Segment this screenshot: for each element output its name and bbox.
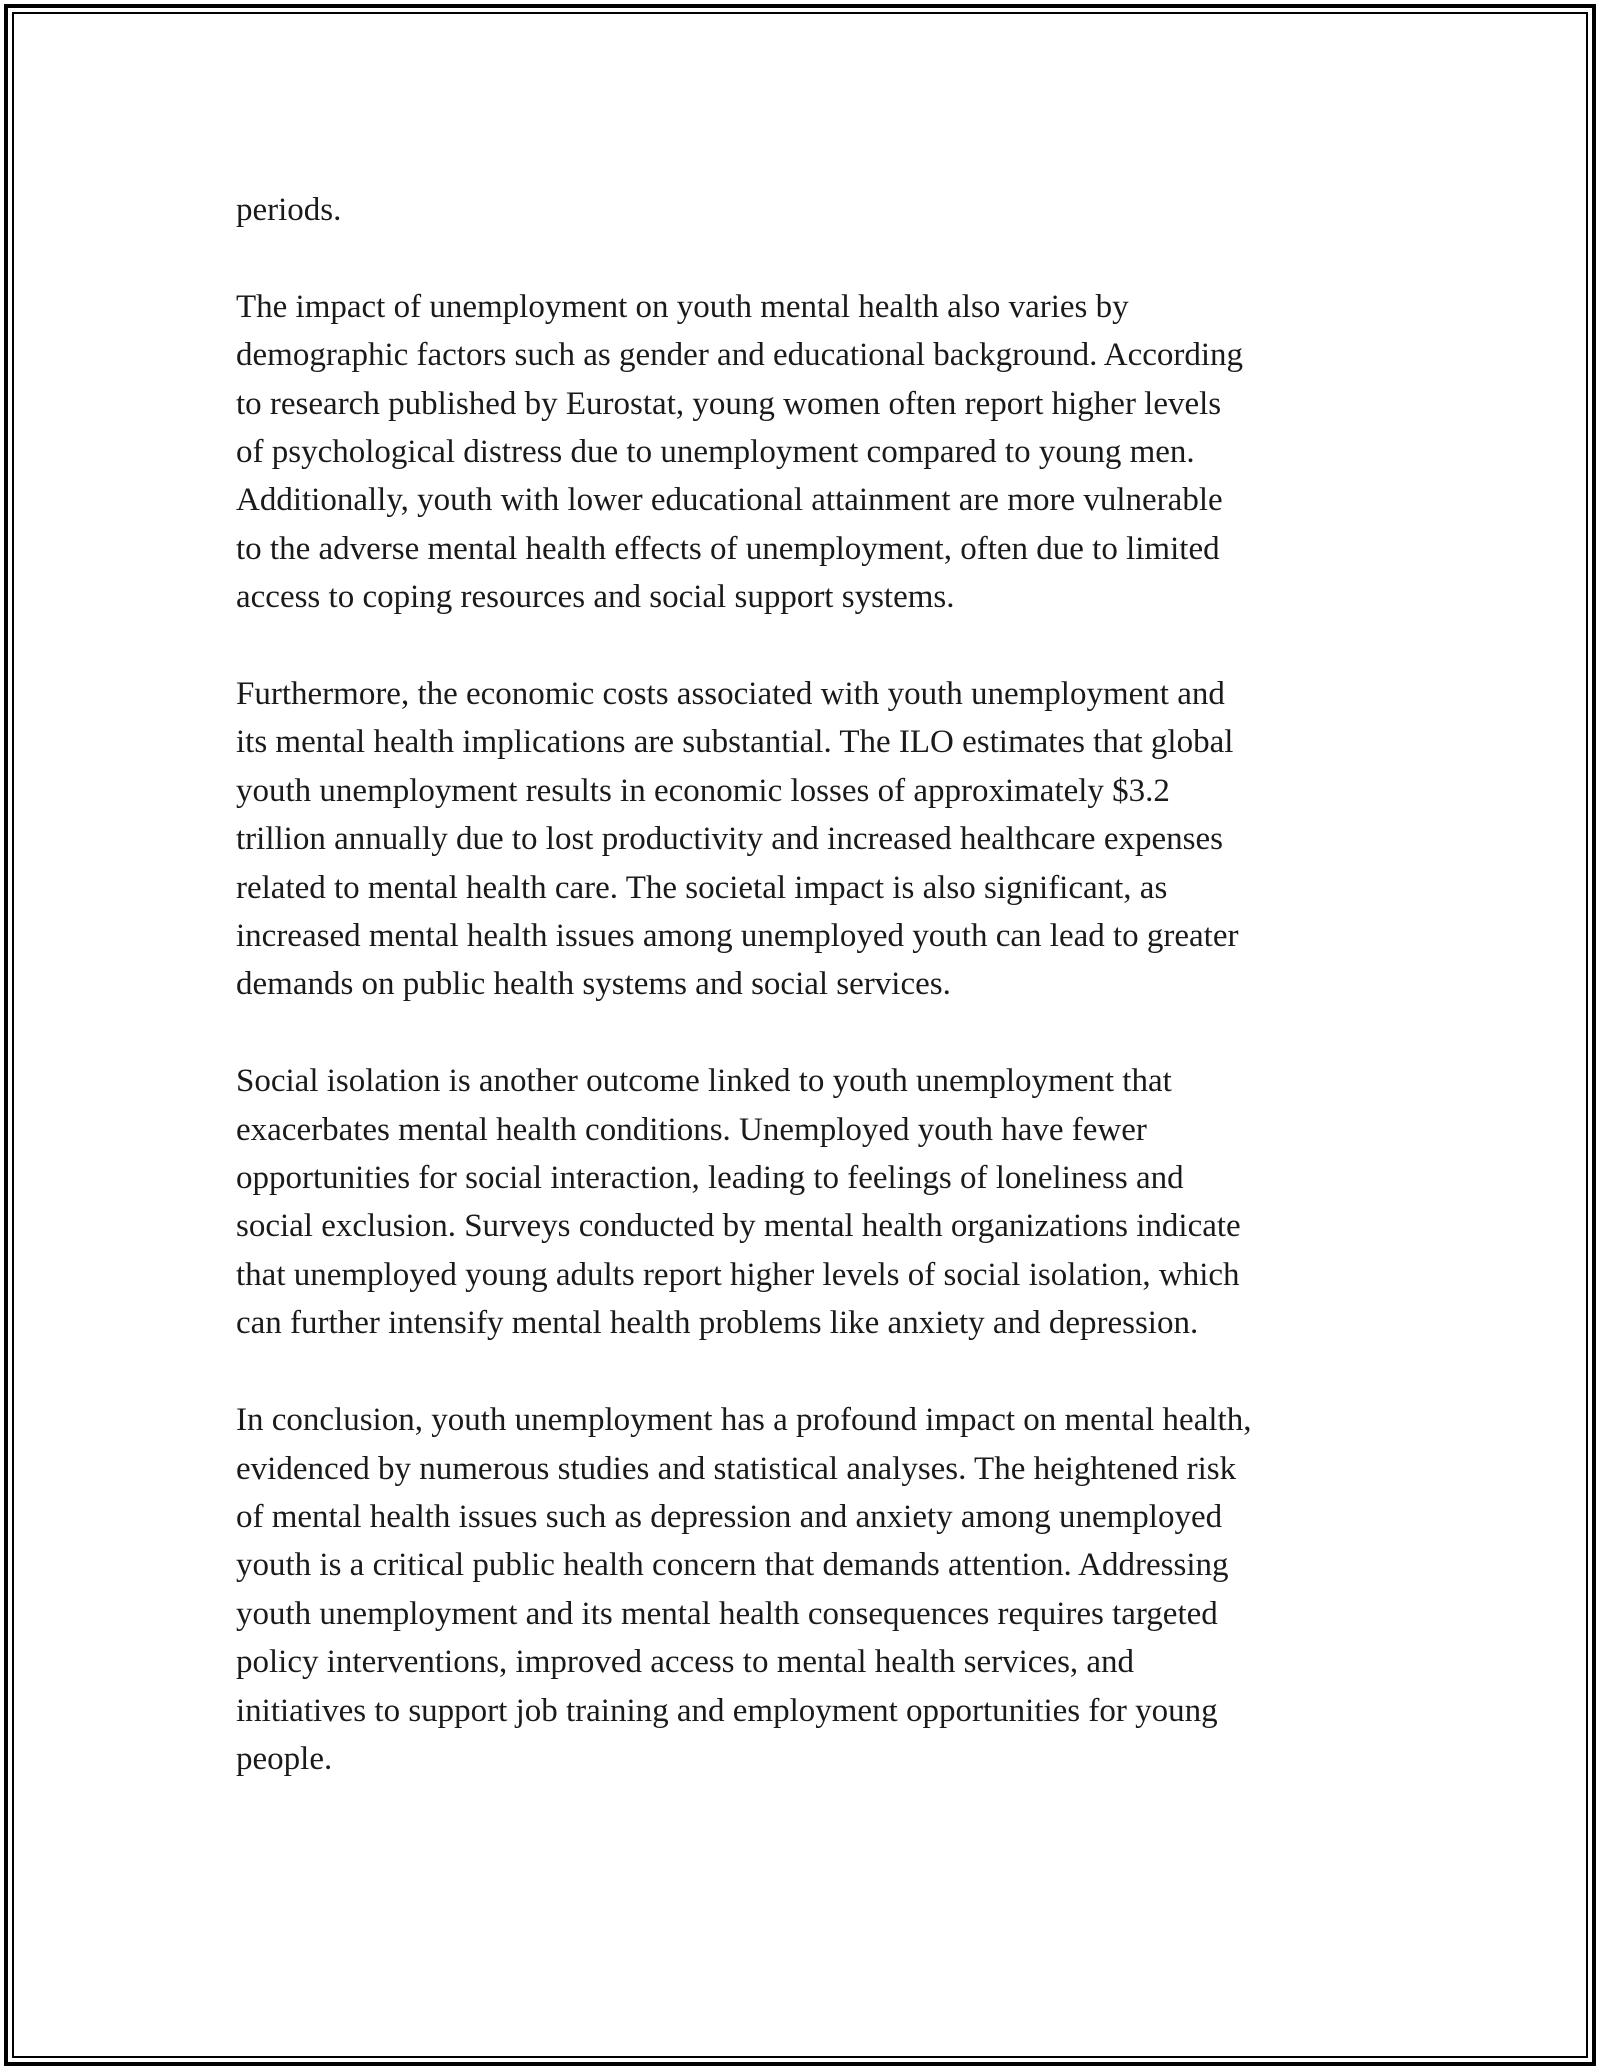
text-line: opportunities for social interaction, leading to feelings of loneliness and: [236, 1160, 1184, 1197]
text-line: In conclusion, youth unemployment has a profound impact on mental health,: [236, 1402, 1252, 1439]
text-line: The impact of unemployment on youth mental health also varies by: [236, 288, 1129, 325]
paragraph-conclusion: [236, 1396, 1376, 1783]
text-line: youth unemployment results in economic losses of approximately $3.2: [236, 772, 1170, 809]
text-line: to research published by Eurostat, young women often report higher levels: [236, 385, 1222, 422]
paragraph-demographics: [236, 283, 1376, 622]
text-line: youth unemployment and its mental health consequences requires targeted: [236, 1595, 1218, 1632]
text-line: Social isolation is another outcome linked to youth unemployment that: [236, 1063, 1172, 1100]
text-line: that unemployed young adults report higher levels of social isolation, which: [236, 1256, 1240, 1293]
paragraph-economic-costs: [236, 670, 1376, 1009]
text-line: related to mental health care. The societal impact is also significant, as: [236, 869, 1168, 906]
text-line: periods.: [236, 192, 342, 228]
text-line: people.: [236, 1740, 333, 1777]
text-line: evidenced by numerous studies and statistical analyses. The heightened risk: [236, 1450, 1237, 1487]
paragraph-continuation: [236, 186, 1376, 234]
text-line: access to coping resources and social support systems.: [236, 579, 955, 616]
text-line: youth is a critical public health concern that demands attention. Addressing: [236, 1547, 1229, 1584]
text-line: Furthermore, the economic costs associated with youth unemployment and: [236, 676, 1225, 713]
document-body: [236, 186, 1376, 1832]
text-line: can further intensify mental health problems like anxiety and depression.: [236, 1305, 1199, 1342]
text-line: Additionally, youth with lower educational attainment are more vulnerable: [236, 482, 1223, 519]
text-line: policy interventions, improved access to mental health services, and: [236, 1644, 1135, 1681]
text-line: to the adverse mental health effects of unemployment, often due to limited: [236, 530, 1220, 567]
text-line: increased mental health issues among unemployed youth can lead to greater: [236, 918, 1239, 955]
text-line: initiatives to support job training and employment opportunities for young: [236, 1692, 1218, 1729]
text-line: demographic factors such as gender and educational background. According: [236, 337, 1244, 374]
text-line: its mental health implications are substantial. The ILO estimates that global: [236, 724, 1234, 761]
text-line: demands on public health systems and social services.: [236, 966, 951, 1003]
text-line: of mental health issues such as depression and anxiety among unemployed: [236, 1498, 1223, 1535]
text-line: exacerbates mental health conditions. Unemployed youth have fewer: [236, 1111, 1147, 1148]
paragraph-social-isolation: [236, 1057, 1376, 1347]
text-line: social exclusion. Surveys conducted by mental health organizations indicate: [236, 1208, 1241, 1245]
text-line: trillion annually due to lost productivity and increased healthcare expenses: [236, 821, 1223, 858]
text-line: of psychological distress due to unemployment compared to young men.: [236, 434, 1195, 471]
